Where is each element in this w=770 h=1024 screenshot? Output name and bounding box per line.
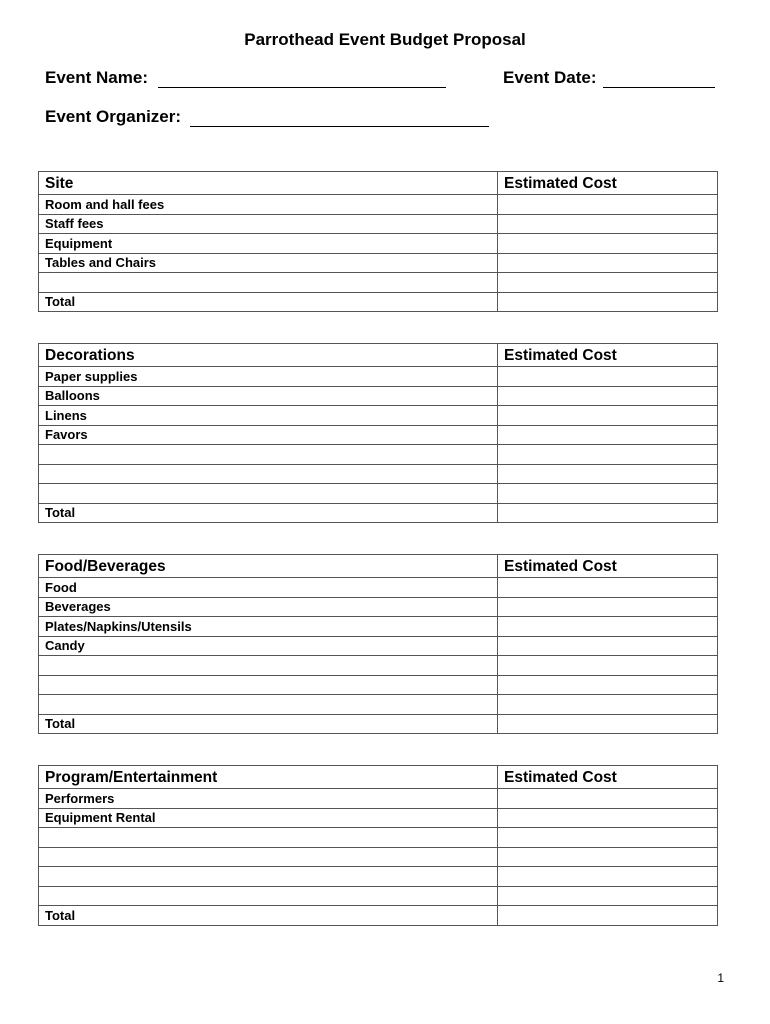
item-label[interactable] <box>39 886 498 906</box>
item-label[interactable] <box>39 675 498 695</box>
table-row <box>39 367 718 387</box>
item-cost-cell[interactable] <box>498 867 718 887</box>
item-label[interactable]: Equipment Rental <box>39 808 498 828</box>
table-row <box>39 234 718 254</box>
decorations-table <box>38 343 718 523</box>
total-label: Total <box>39 503 498 523</box>
item-cost-cell[interactable] <box>498 656 718 676</box>
table-row <box>39 789 718 809</box>
table-row <box>39 636 718 656</box>
item-label[interactable]: Candy <box>39 636 498 656</box>
item-label[interactable]: Favors <box>39 425 498 445</box>
table-row <box>39 214 718 234</box>
site-table <box>38 171 718 312</box>
estimated-cost-header: Estimated Cost <box>498 344 718 367</box>
item-cost-cell[interactable] <box>498 828 718 848</box>
table-row <box>39 808 718 828</box>
item-cost-cell[interactable] <box>498 367 718 387</box>
item-label[interactable] <box>39 273 498 293</box>
item-label[interactable] <box>39 867 498 887</box>
item-cost-cell[interactable] <box>498 234 718 254</box>
item-label[interactable]: Balloons <box>39 386 498 406</box>
total-row <box>39 714 718 734</box>
table-row <box>39 695 718 715</box>
total-cost-cell[interactable] <box>498 714 718 734</box>
item-label[interactable] <box>39 484 498 504</box>
page-number: 1 <box>717 971 724 985</box>
table-row <box>39 386 718 406</box>
table-row <box>39 617 718 637</box>
item-label[interactable]: Beverages <box>39 597 498 617</box>
item-cost-cell[interactable] <box>498 886 718 906</box>
item-label[interactable] <box>39 656 498 676</box>
table-header-row <box>39 555 718 578</box>
total-label: Total <box>39 292 498 312</box>
item-label[interactable] <box>39 445 498 465</box>
total-row <box>39 906 718 926</box>
item-cost-cell[interactable] <box>498 675 718 695</box>
event-name-field[interactable] <box>158 87 446 88</box>
item-label[interactable] <box>39 847 498 867</box>
item-cost-cell[interactable] <box>498 386 718 406</box>
estimated-cost-header: Estimated Cost <box>498 172 718 195</box>
table-row <box>39 886 718 906</box>
table-row <box>39 195 718 215</box>
item-cost-cell[interactable] <box>498 578 718 598</box>
total-label: Total <box>39 714 498 734</box>
item-cost-cell[interactable] <box>498 808 718 828</box>
page-title: Parrothead Event Budget Proposal <box>244 30 526 49</box>
table-row <box>39 828 718 848</box>
table-header-row <box>39 344 718 367</box>
table-row <box>39 425 718 445</box>
item-label[interactable]: Food <box>39 578 498 598</box>
item-cost-cell[interactable] <box>498 214 718 234</box>
table-row <box>39 675 718 695</box>
item-label[interactable] <box>39 464 498 484</box>
item-cost-cell[interactable] <box>498 695 718 715</box>
total-cost-cell[interactable] <box>498 292 718 312</box>
table-row <box>39 484 718 504</box>
total-row <box>39 503 718 523</box>
section-header: Decorations <box>39 344 498 367</box>
item-label[interactable]: Plates/Napkins/Utensils <box>39 617 498 637</box>
table-row <box>39 656 718 676</box>
total-cost-cell[interactable] <box>498 906 718 926</box>
table-row <box>39 273 718 293</box>
table-row <box>39 406 718 426</box>
table-header-row <box>39 172 718 195</box>
item-cost-cell[interactable] <box>498 789 718 809</box>
event-name-label: Event Name: <box>45 68 148 87</box>
table-row <box>39 597 718 617</box>
item-label[interactable]: Staff fees <box>39 214 498 234</box>
table-row <box>39 847 718 867</box>
table-row <box>39 867 718 887</box>
table-row <box>39 464 718 484</box>
table-row <box>39 578 718 598</box>
item-cost-cell[interactable] <box>498 406 718 426</box>
section-header: Program/Entertainment <box>39 766 498 789</box>
table-row <box>39 445 718 465</box>
item-label[interactable]: Tables and Chairs <box>39 253 498 273</box>
item-cost-cell[interactable] <box>498 597 718 617</box>
item-cost-cell[interactable] <box>498 425 718 445</box>
total-row <box>39 292 718 312</box>
estimated-cost-header: Estimated Cost <box>498 766 718 789</box>
item-label[interactable]: Linens <box>39 406 498 426</box>
item-label[interactable] <box>39 828 498 848</box>
item-cost-cell[interactable] <box>498 847 718 867</box>
total-cost-cell[interactable] <box>498 503 718 523</box>
table-header-row <box>39 766 718 789</box>
section-header: Food/Beverages <box>39 555 498 578</box>
table-row <box>39 253 718 273</box>
item-label[interactable]: Room and hall fees <box>39 195 498 215</box>
item-cost-cell[interactable] <box>498 273 718 293</box>
item-cost-cell[interactable] <box>498 445 718 465</box>
section-header: Site <box>39 172 498 195</box>
item-cost-cell[interactable] <box>498 484 718 504</box>
item-cost-cell[interactable] <box>498 464 718 484</box>
item-label[interactable]: Paper supplies <box>39 367 498 387</box>
item-cost-cell[interactable] <box>498 617 718 637</box>
event-date-field[interactable] <box>603 87 715 88</box>
item-label[interactable] <box>39 695 498 715</box>
event-date-label: Event Date: <box>503 68 597 87</box>
item-cost-cell[interactable] <box>498 253 718 273</box>
item-cost-cell[interactable] <box>498 636 718 656</box>
item-cost-cell[interactable] <box>498 195 718 215</box>
event-organizer-field[interactable] <box>190 126 489 127</box>
program-entertainment-table <box>38 765 718 926</box>
event-organizer-label: Event Organizer: <box>45 107 182 126</box>
item-label[interactable]: Equipment <box>39 234 498 254</box>
item-label[interactable]: Performers <box>39 789 498 809</box>
food-beverages-table <box>38 554 718 734</box>
estimated-cost-header: Estimated Cost <box>498 555 718 578</box>
total-label: Total <box>39 906 498 926</box>
